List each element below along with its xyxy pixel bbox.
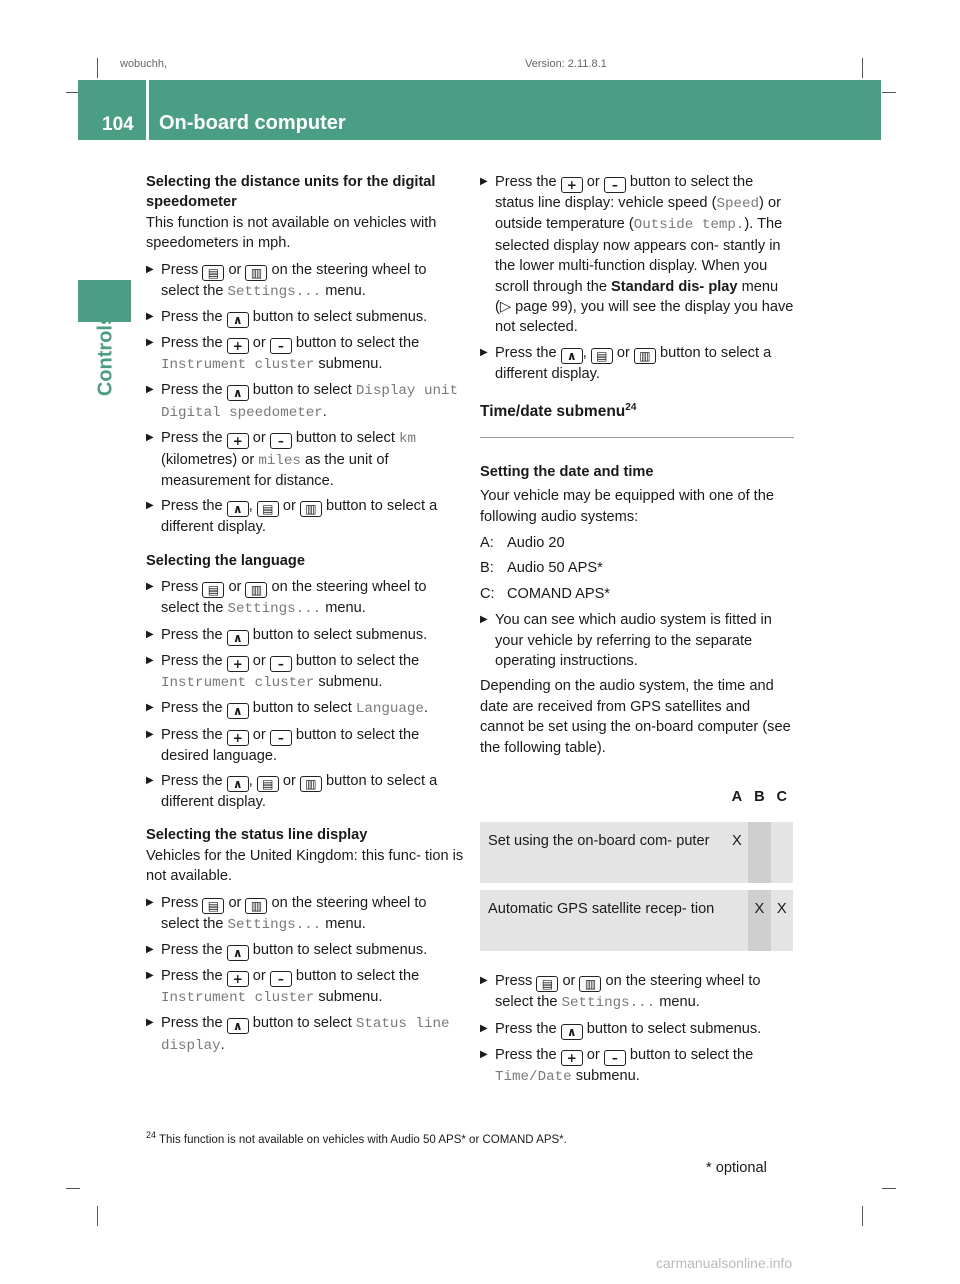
step: ▶ Press ▤ or ▥ on the steering wheel to select the Settings... menu. <box>480 971 794 1013</box>
menu-right-key-icon: ▥ <box>300 776 322 792</box>
watermark: carmanualsonline.info <box>656 1255 793 1271</box>
step: ▶ Press the + or – button to select the Instrument cluster submenu. <box>146 966 464 1008</box>
reset-key-icon: ∧ <box>227 703 249 719</box>
audio-table <box>480 772 793 951</box>
meta-right: Version: 2.11.8.1 <box>525 58 607 70</box>
minus-key-icon: – <box>604 177 626 193</box>
minus-key-icon: – <box>270 730 292 746</box>
table-header: B <box>754 788 765 805</box>
minus-key-icon: – <box>270 656 292 672</box>
step: ▶ Press ▤ or ▥ on the steering wheel to select the Settings... menu. <box>146 260 464 302</box>
step: ▶ Press ▤ or ▥ on the steering wheel to select the Settings... menu. <box>146 577 464 619</box>
reset-key-icon: ∧ <box>227 312 249 328</box>
step: ▶ Press ▤ or ▥ on the steering wheel to select the Settings... menu. <box>146 893 464 935</box>
menu-right-key-icon: ▥ <box>579 976 601 992</box>
list-item: A: Audio 20 <box>480 535 565 552</box>
reset-key-icon: ∧ <box>227 385 249 401</box>
reset-key-icon: ∧ <box>227 630 249 646</box>
meta-left: wobuchh, <box>120 58 168 70</box>
minus-key-icon: – <box>270 433 292 449</box>
step: ▶ Press the + or – button to select km (kilometres) or miles as the unit of measurement for distance. <box>146 428 464 491</box>
list-item: C: COMAND APS* <box>480 585 610 602</box>
step: ▶ Press the ∧ , ▤ or ▥ button to select a different display. <box>146 771 464 812</box>
step: ▶ Press the ∧ , ▤ or ▥ button to select a different display. <box>480 343 794 384</box>
footnote: $^{24}$ This function is not available on vehicles with Audio 50 APS* or COMAND APS*. <box>146 1130 567 1146</box>
step: ▶ Press the + or – button to select the Time/Date submenu. <box>480 1045 794 1087</box>
plus-key-icon: + <box>227 730 249 746</box>
paragraph: Your vehicle may be equipped with one of the following audio systems: <box>480 488 774 525</box>
step: ▶ You can see which audio system is fitted in your vehicle by referring to the separate operating instructions. <box>480 610 794 671</box>
step: ▶ Press the + or – button to select the Instrument cluster submenu. <box>146 651 464 693</box>
crop-mark <box>66 1188 80 1189</box>
menu-right-key-icon: ▥ <box>634 348 656 364</box>
reset-key-icon: ∧ <box>227 945 249 961</box>
reset-key-icon: ∧ <box>227 776 249 792</box>
crop-mark <box>882 1188 896 1189</box>
step: ▶ Press the ∧ button to select Display unit Digital speedometer. <box>146 380 464 423</box>
plus-key-icon: + <box>561 1050 583 1066</box>
plus-key-icon: + <box>227 971 249 987</box>
reset-key-icon: ∧ <box>227 1018 249 1034</box>
menu-left-key-icon: ▤ <box>591 348 613 364</box>
menu-left-key-icon: ▤ <box>257 501 279 517</box>
menu-right-key-icon: ▥ <box>300 501 322 517</box>
menu-left-key-icon: ▤ <box>257 776 279 792</box>
reset-key-icon: ∧ <box>561 348 583 364</box>
crop-mark <box>97 1206 98 1226</box>
table-cell: Set using the on-board com- puter <box>480 822 726 883</box>
paragraph: Vehicles for the United Kingdom: this func- tion is not available. <box>146 847 464 885</box>
reset-key-icon: ∧ <box>227 501 249 517</box>
right-column <box>480 172 794 1092</box>
menu-right-key-icon: ▥ <box>245 265 267 281</box>
step: ▶ Press the ∧ button to select submenus. <box>480 1019 794 1040</box>
paragraph: This function is not available on vehicles with speedometers in mph. <box>146 214 437 252</box>
section-title: On-board computer <box>159 112 346 134</box>
table-cell <box>726 890 748 951</box>
step: ▶ Press the ∧ button to select Language. <box>146 698 464 719</box>
step: ▶ Press the ∧ button to select submenus. <box>146 940 464 961</box>
menu-right-key-icon: ▥ <box>245 898 267 914</box>
side-tab-label: Controls <box>94 313 117 397</box>
heading-status-line: Selecting the status line display <box>146 827 368 844</box>
table-row <box>480 822 793 883</box>
crop-mark <box>882 92 896 93</box>
table-header: C <box>776 788 788 805</box>
table-cell <box>771 822 793 883</box>
reset-key-icon: ∧ <box>561 1024 583 1040</box>
step: ▶ Press the ∧ button to select submenus. <box>146 307 464 328</box>
page-number: 104 <box>102 114 134 135</box>
heading-distance-units: Selecting the distance units for the digital speedometer <box>146 174 436 211</box>
crop-mark <box>862 1206 863 1226</box>
minus-key-icon: – <box>604 1050 626 1066</box>
plus-key-icon: + <box>561 177 583 193</box>
menu-left-key-icon: ▤ <box>202 582 224 598</box>
step: ▶ Press the ∧ button to select Status line display. <box>146 1013 464 1056</box>
crop-mark <box>97 58 98 78</box>
table-row <box>480 890 793 951</box>
table-cell <box>748 822 770 883</box>
minus-key-icon: – <box>270 338 292 354</box>
paragraph: Depending on the audio system, the time and date are received from GPS satellites and cannot be set using the on-board computer (see the following table). <box>480 678 791 756</box>
menu-left-key-icon: ▤ <box>536 976 558 992</box>
table-cell: X <box>748 890 770 951</box>
step: ▶ Press the ∧ , ▤ or ▥ button to select a different display. <box>146 496 464 537</box>
table-header: A <box>731 788 743 805</box>
submenu-heading: Time/date submenu$^{24}$ <box>480 398 794 438</box>
menu-left-key-icon: ▤ <box>202 265 224 281</box>
menu-right-key-icon: ▥ <box>245 582 267 598</box>
step: ▶ Press the ∧ button to select submenus. <box>146 625 464 646</box>
left-column <box>146 172 464 1061</box>
audio-system-list <box>480 533 794 604</box>
plus-key-icon: + <box>227 433 249 449</box>
optional-note: * optional <box>706 1160 767 1176</box>
plus-key-icon: + <box>227 656 249 672</box>
list-item: B: Audio 50 APS* <box>480 560 603 577</box>
table-cell: X <box>726 822 748 883</box>
table-cell: Automatic GPS satellite recep- tion <box>480 890 726 951</box>
header-separator <box>146 80 149 140</box>
plus-key-icon: + <box>227 338 249 354</box>
crop-mark <box>862 58 863 78</box>
minus-key-icon: – <box>270 971 292 987</box>
heading-date-time: Setting the date and time <box>480 463 654 480</box>
menu-left-key-icon: ▤ <box>202 898 224 914</box>
heading-language: Selecting the language <box>146 552 305 569</box>
step: ▶ Press the + or – button to select the status line display: vehicle speed (Speed) or outside temperature (Outside temp.). The selected display now appears con- stantly in the lower multi-function display. When you scroll through the Standard dis- play menu (▷ page 99), you will see the display you have not selected. <box>480 172 794 338</box>
table-cell: X <box>771 890 793 951</box>
table-header-row <box>480 772 793 822</box>
step: ▶ Press the + or – button to select the Instrument cluster submenu. <box>146 333 464 375</box>
step: ▶ Press the + or – button to select the desired language. <box>146 725 464 766</box>
